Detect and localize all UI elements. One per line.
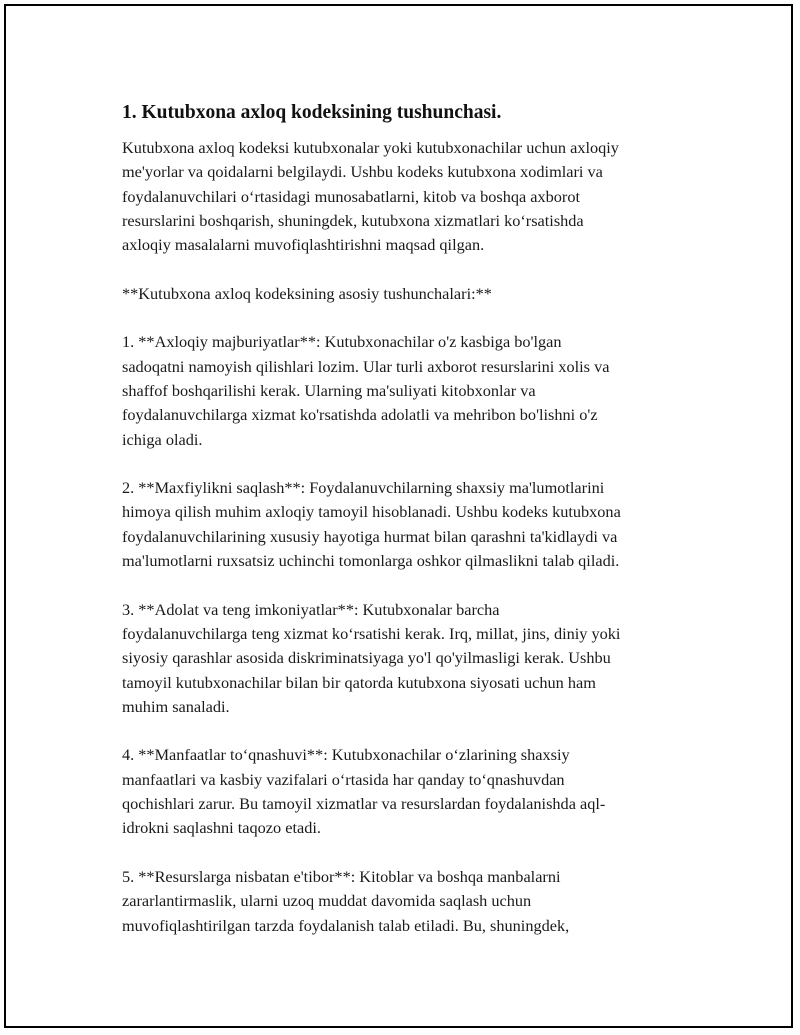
list-item-3 [122, 598, 690, 719]
page-frame [4, 4, 793, 1028]
text-line: 1. **Axloqiy majburiyatlar**: Kutubxonachilar o'z kasbiga bo'lgan [122, 332, 562, 352]
text-line: sadoqatni namoyish qilishlari lozim. Ular turli axborot resurslarini xolis va [122, 356, 610, 376]
text-line: tamoyil kutubxonachilar bilan bir qatorda kutubxona siyosati uchun ham [122, 672, 596, 692]
text-line: ichiga oladi. [122, 429, 203, 449]
text-line: muvofiqlashtirilgan tarzda foydalanish talab etiladi. Bu, shuningdek, [122, 915, 570, 935]
list-item-5 [122, 865, 690, 938]
text-line: siyosiy qarashlar asosida diskriminatsiyaga yo'l qo'yilmasligi kerak. Ushbu [122, 648, 611, 668]
text-line: axloqiy masalalarni muvofiqlashtirishni maqsad qilgan. [122, 235, 485, 255]
document-body [122, 94, 690, 962]
text-line: resurslarini boshqarish, shuningdek, kutubxona xizmatlari ko‘rsatishda [122, 210, 584, 230]
text-line: **Kutubxona axloq kodeksining asosiy tushunchalari:** [122, 283, 492, 303]
text-line: 5. **Resurslarga nisbatan e'tibor**: Kitoblar va boshqa manbalarni [122, 866, 561, 886]
text-line: zararlantirmaslik, ularni uzoq muddat davomida saqlash uchun [122, 891, 532, 911]
text-line: foydalanuvchilarga teng xizmat ko‘rsatishi kerak. Irq, millat, jins, diniy yoki [122, 623, 621, 643]
list-item-4 [122, 743, 690, 840]
text-line: foydalanuvchilari o‘rtasidagi munosabatlarni, kitob va boshqa axborot [122, 186, 581, 206]
text-line: ma'lumotlarni ruxsatsiz uchinchi tomonlarga oshkor qilmaslikni talab qiladi. [122, 551, 620, 571]
text-line: Kutubxona axloq kodeksi kutubxonalar yoki kutubxonachilar uchun axloqiy [122, 138, 619, 157]
subheading-paragraph [122, 282, 690, 306]
text-line: muhim sanaladi. [122, 696, 230, 716]
text-line: foydalanuvchilarining xususiy hayotiga hurmat bilan qarashni ta'kidlaydi va [122, 526, 618, 546]
text-line: manfaatlari va kasbiy vazifalari o‘rtasida har qanday to‘qnashuvdan [122, 769, 565, 789]
text-line: foydalanuvchilarga xizmat ko'rsatishda adolatli va mehribon bo'lishni o'z [122, 405, 598, 425]
section-heading: 1. Kutubxona axloq kodeksining tushunchasi. [122, 102, 502, 123]
list-item-2 [122, 476, 690, 573]
text-line: himoya qilish muhim axloqiy tamoyil hisoblanadi. Ushbu kodeks kutubxona [122, 502, 621, 522]
text-line: 2. **Maxfiylikni saqlash**: Foydalanuvchilarning shaxsiy ma'lumotlarini [122, 478, 605, 498]
text-line: me'yorlar va qoidalarni belgilaydi. Ushbu kodeks kutubxona xodimlari va [122, 162, 603, 182]
intro-paragraph [122, 136, 690, 257]
list-item-1 [122, 330, 690, 451]
text-line: qochishlari zarur. Bu tamoyil xizmatlar va resurslardan foydalanishda aql- [122, 794, 606, 814]
text-line: 4. **Manfaatlar to‘qnashuvi**: Kutubxonachilar o‘zlarining shaxsiy [122, 745, 570, 765]
text-line: idrokni saqlashni taqozo etadi. [122, 818, 321, 838]
text-line: 3. **Adolat va teng imkoniyatlar**: Kutubxonalar barcha [122, 599, 500, 619]
text-line: shaffof boshqarilishi kerak. Ularning ma'suliyati kitobxonlar va [122, 380, 536, 400]
